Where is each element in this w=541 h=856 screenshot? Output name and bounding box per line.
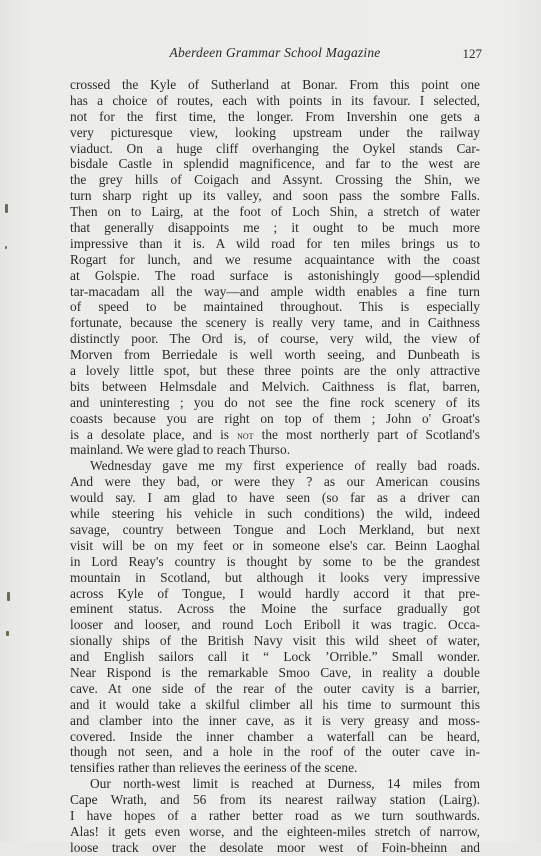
- paragraph-start-line: Wednesday gave me my first experience of really bad roads.: [90, 458, 480, 474]
- text-line: mountain in Scotland, but although it looks very impressive: [70, 569, 480, 585]
- text-line: that generally disappoints me ; it ought to be much more: [70, 220, 480, 236]
- text-line: Near Rispond is the remarkable Smoo Cave, in reality a double: [70, 664, 480, 680]
- text-line-with-smallcaps: [70, 427, 480, 443]
- margin-speck: [7, 592, 10, 601]
- running-header: [70, 45, 480, 65]
- text-line: And were they bad, or were they ? as our American cousins: [70, 474, 480, 490]
- text-segment: the most northerly part of Scotland's: [253, 426, 480, 442]
- body-text: [70, 77, 480, 856]
- text-line: Alas! it gets even worse, and the eighteen-miles stretch of narrow,: [70, 823, 480, 839]
- text-line: tensifies rather than relieves the eeriness of the scene.: [70, 760, 358, 776]
- text-line: sionally ships of the British Navy visit this wild sheet of water,: [70, 633, 480, 649]
- text-line: not for the first time, the longer. From Invershin one gets a: [70, 108, 480, 124]
- text-line: very picturesque view, looking upstream under the railway: [70, 124, 480, 140]
- text-line: savage, country between Tongue and Loch Merkland, but next: [70, 521, 480, 537]
- text-line: a lovely little spot, but these three points are the only attractive: [70, 363, 480, 379]
- text-line: at Golspie. The road surface is astonishingly good—splendid: [70, 267, 480, 283]
- text-line: coasts because you are right on top of them ; John o' Groat's: [70, 410, 480, 426]
- text-line: bits between Helmsdale and Melvich. Caithness is flat, barren,: [70, 378, 480, 394]
- text-line: mainland. We were glad to reach Thurso.: [70, 442, 291, 458]
- paragraph-start-line: Our north-west limit is reached at Durness, 14 miles from: [90, 776, 480, 792]
- text-line: and English sailors call it “ Lock ’Orrible.” Small wonder.: [70, 649, 480, 665]
- text-line: Cape Wrath, and 56 from its nearest railway station (Lairg).: [70, 792, 480, 808]
- running-title: Aberdeen Grammar School Magazine: [169, 45, 381, 60]
- text-line: looser and looser, and round Loch Eriboll it was tragic. Occa-: [70, 617, 480, 633]
- text-line: while steering his vehicle in such conditions) the wild, indeed: [70, 506, 480, 522]
- text-line: across Kyle of Tongue, I would hardly accord it that pre-: [70, 585, 480, 601]
- text-line: and uninteresting ; you do not see the fine rock scenery of its: [70, 394, 480, 410]
- text-line: though not seen, and a hole in the roof of the outer cave in-: [70, 744, 480, 760]
- text-line: loose track over the desolate moor west of Foin-bheinn and: [70, 839, 480, 855]
- text-line: and it would take a skilful climber all his time to surmount this: [70, 696, 480, 712]
- text-line: viaduct. On a huge cliff overhanging the Oykel stands Car-: [70, 140, 480, 156]
- text-line: bisdale Castle in splendid magnificence, and far to the west are: [70, 156, 480, 172]
- text-line: impressive than it is. A wild road for ten miles brings us to: [70, 235, 480, 251]
- text-line: eminent status. Across the Moine the surface gradually got: [70, 601, 480, 617]
- text-line: Rogart for lunch, and we resume acquaintance with the coast: [70, 251, 480, 267]
- text-line: would say. I am glad to have seen (so far as a driver can: [70, 490, 480, 506]
- margin-speck: [5, 246, 7, 249]
- text-line: visit will be on my feet or in someone else's car. Beinn Laoghal: [70, 537, 480, 553]
- text-segment: is a desolate place, and is: [70, 426, 230, 442]
- text-line: and clamber into the inner cave, as it is very greasy and moss-: [70, 712, 480, 728]
- text-line: in Lord Reay's country is thought by some to be the grandest: [70, 553, 480, 569]
- text-line: cave. At one side of the rear of the outer cavity is a barrier,: [70, 680, 480, 696]
- text-line: Then on to Lairg, at the foot of Loch Shin, a stretch of water: [70, 204, 480, 220]
- text-line: of speed to be maintained throughout. This is especially: [70, 299, 480, 315]
- text-line: turn sharp right up its valley, and soon pass the sombre Falls.: [70, 188, 480, 204]
- text-line: the grey hills of Coigach and Assynt. Crossing the Shin, we: [70, 172, 480, 188]
- margin-speck: [5, 204, 8, 213]
- margin-speck: [6, 631, 9, 636]
- page-number: 127: [462, 46, 482, 61]
- text-line: I have hopes of a rather better road as we turn southwards.: [70, 807, 480, 823]
- smallcaps-word: not: [237, 429, 254, 442]
- text-line: tar-macadam all the way—and ample width enables a fine turn: [70, 283, 480, 299]
- text-line: crossed the Kyle of Sutherland at Bonar. From this point one: [70, 77, 480, 92]
- text-line: fortunate, because the scenery is really very tame, and in Caithness: [70, 315, 480, 331]
- text-line: Morven from Berriedale is well worth seeing, and Dunbeath is: [70, 347, 480, 363]
- text-line: has a choice of routes, each with points in its favour. I selected,: [70, 92, 480, 108]
- text-line: distinctly poor. The Ord is, of course, very wild, the view of: [70, 331, 480, 347]
- text-line: covered. Inside the inner chamber a waterfall can be heard,: [70, 728, 480, 744]
